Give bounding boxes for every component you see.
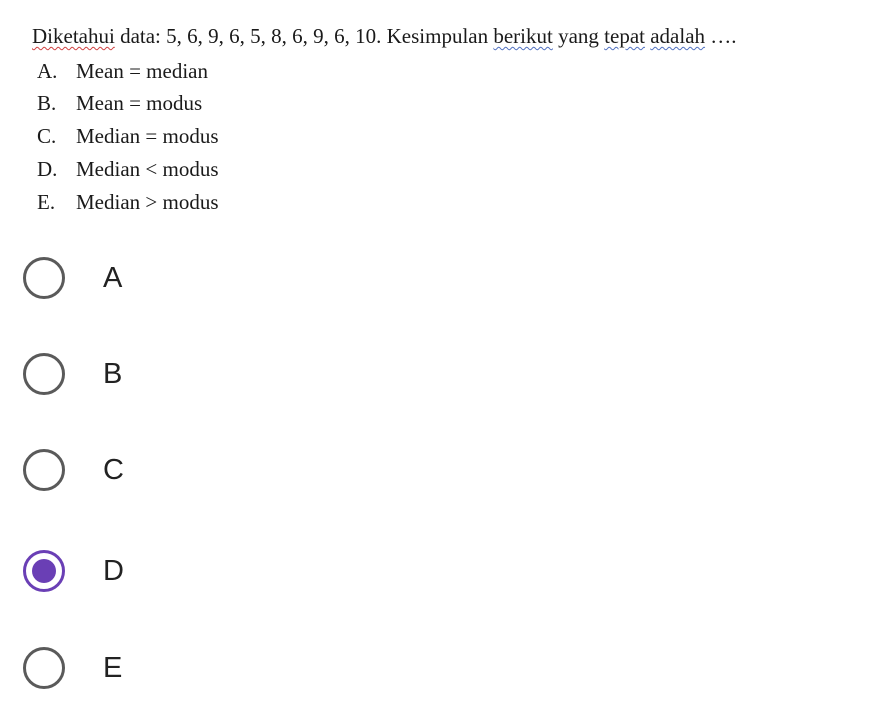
option-text-e bbox=[37, 190, 219, 215]
question-segment: …. bbox=[705, 24, 737, 48]
flagged-word: berikut bbox=[493, 24, 553, 48]
choice-label: D bbox=[103, 554, 124, 587]
option-label: Median > modus bbox=[76, 190, 219, 214]
radio-button[interactable] bbox=[23, 353, 65, 395]
choice-label: E bbox=[103, 651, 123, 684]
radio-choice-d[interactable] bbox=[23, 546, 124, 596]
choice-label: B bbox=[103, 357, 123, 390]
flagged-word: tepat bbox=[604, 24, 645, 48]
radio-choice-b[interactable] bbox=[23, 349, 122, 399]
option-label: Mean = median bbox=[76, 59, 208, 83]
option-letter: A. bbox=[37, 59, 58, 83]
option-label: Median < modus bbox=[76, 157, 219, 181]
flagged-word: adalah bbox=[650, 24, 706, 48]
option-letter: D. bbox=[37, 157, 58, 181]
radio-choice-c[interactable] bbox=[23, 445, 124, 495]
radio-dot-icon bbox=[32, 559, 56, 583]
question-segment: yang bbox=[552, 24, 605, 48]
radio-choice-e[interactable] bbox=[23, 643, 122, 693]
question-text bbox=[32, 24, 737, 49]
option-letter: C. bbox=[37, 124, 57, 148]
misspelled-word: Diketahui bbox=[32, 24, 115, 48]
radio-button[interactable] bbox=[23, 647, 65, 689]
choice-label: A bbox=[103, 261, 123, 294]
radio-button[interactable] bbox=[23, 257, 65, 299]
option-letter: B. bbox=[37, 91, 57, 115]
option-label: Median = modus bbox=[76, 124, 219, 148]
question-segment: data: 5, 6, 9, 6, 5, 8, 6, 9, 6, 10. Kesimpulan bbox=[114, 24, 494, 48]
radio-button-selected[interactable] bbox=[23, 550, 65, 592]
option-label: Mean = modus bbox=[76, 91, 203, 115]
option-text-b bbox=[37, 91, 202, 116]
option-text-c bbox=[37, 124, 219, 149]
radio-choice-a[interactable] bbox=[23, 253, 122, 303]
choice-label: C bbox=[103, 453, 124, 486]
radio-button[interactable] bbox=[23, 449, 65, 491]
option-text-a bbox=[37, 59, 208, 84]
option-text-d bbox=[37, 157, 219, 182]
option-letter: E. bbox=[37, 190, 56, 214]
